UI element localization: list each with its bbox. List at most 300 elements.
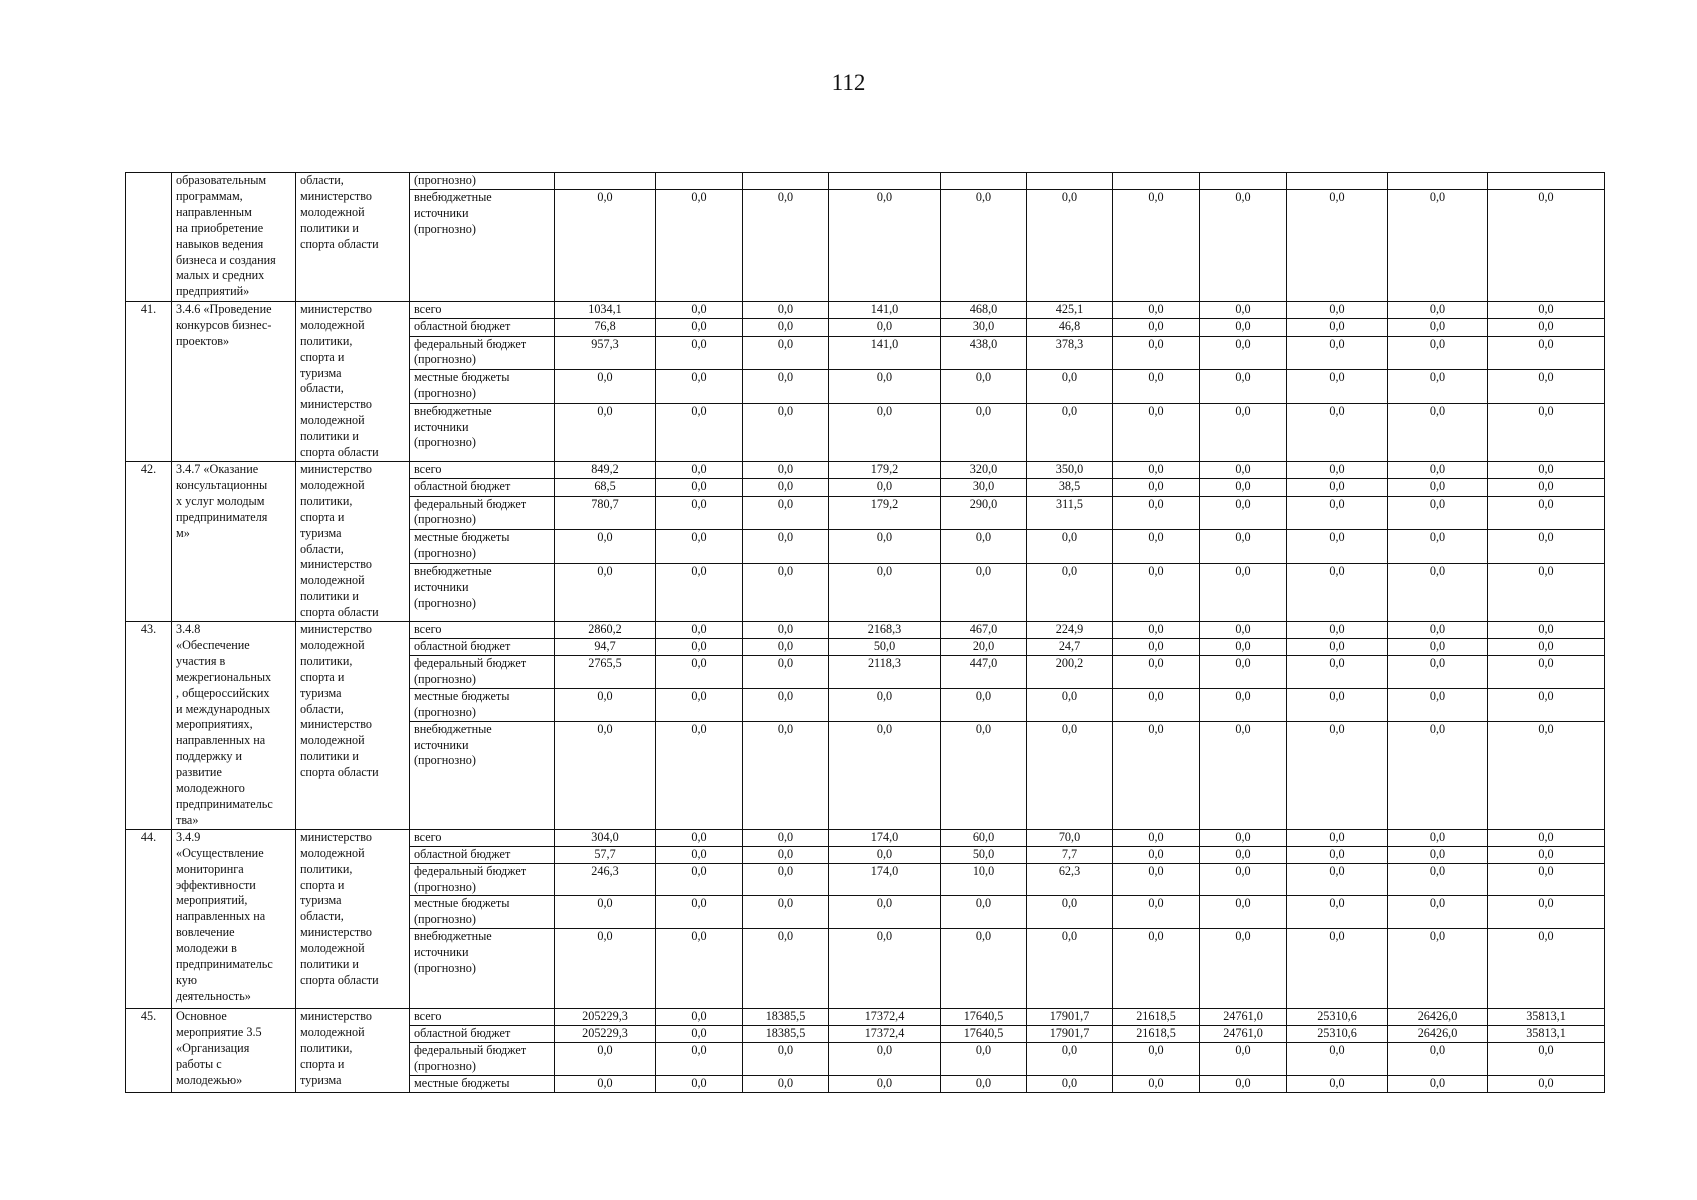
source-label: областной бюджет [414,846,511,861]
source-label: (прогнозно) [414,352,476,367]
value-cell: 0,0 [1388,530,1488,564]
value-cell: 0,0 [1200,370,1287,404]
value-cell: 0,0 [656,336,743,370]
value-cell: 0,0 [829,688,941,721]
value-cell: 0,0 [1388,301,1488,318]
value-cell: 94,7 [555,638,656,655]
value-cell: 0,0 [743,688,829,721]
value-cell: 50,0 [941,846,1027,863]
table-row [126,301,1605,318]
value-cell: 0,0 [1388,896,1488,929]
value-cell: 780,7 [555,496,656,530]
value-cell: 0,0 [1388,688,1488,721]
source-label: источники [414,945,469,960]
source-cell [410,370,555,404]
value-cell: 0,0 [1200,638,1287,655]
value-cell: 0,0 [941,896,1027,929]
measure-name-line: «Осуществление [176,845,264,860]
value-cell [743,173,829,190]
value-cell: 0,0 [656,461,743,478]
value-cell [1287,173,1388,190]
value-cell: 17372,4 [829,1026,941,1043]
value-cell: 0,0 [1388,563,1488,621]
executor-line: туризма [300,685,342,700]
value-cell: 35813,1 [1488,1009,1605,1026]
executor-line: министерство [300,829,373,844]
source-label: местные бюджеты [414,896,510,911]
source-label: всего [414,1009,442,1024]
value-cell: 179,2 [829,496,941,530]
value-cell: 2765,5 [555,655,656,688]
value-cell: 0,0 [1287,461,1388,478]
table-row [126,622,1605,639]
value-cell: 0,0 [1027,563,1113,621]
value-cell: 0,0 [656,1075,743,1092]
value-cell: 0,0 [1388,655,1488,688]
value-cell: 0,0 [1200,336,1287,370]
source-label: всего [414,301,442,316]
measure-name-line: предпринимателя [176,509,268,524]
value-cell: 0,0 [656,896,743,929]
value-cell: 0,0 [941,403,1027,461]
executor-line: политики и [300,957,359,972]
value-cell: 1034,1 [555,301,656,318]
value-cell: 174,0 [829,829,941,846]
executor-line: политики, [300,1041,353,1056]
value-cell: 0,0 [656,563,743,621]
value-cell: 0,0 [743,846,829,863]
source-label: местные бюджеты [414,370,510,385]
measure-name-line: направленных на [176,733,266,748]
executor-line: туризма [300,893,342,908]
value-cell: 0,0 [1287,319,1388,336]
value-cell: 378,3 [1027,336,1113,370]
value-cell: 0,0 [743,370,829,404]
executor-line: спорта и [300,669,345,684]
source-label: федеральный бюджет [414,655,527,670]
value-cell: 0,0 [829,896,941,929]
executor-line: министерство [300,1009,373,1024]
value-cell: 0,0 [555,189,656,301]
value-cell: 0,0 [1287,655,1388,688]
source-cell [410,1043,555,1076]
executor-line: министерство [300,557,373,572]
value-cell: 0,0 [1113,622,1200,639]
measure-name-line: 3.4.9 [176,829,201,844]
measure-name-line: мероприятиях, [176,717,253,732]
value-cell: 0,0 [829,319,941,336]
executor-line: области, [300,173,344,187]
value-cell: 0,0 [1488,530,1605,564]
value-cell: 0,0 [743,622,829,639]
value-cell: 0,0 [743,319,829,336]
measure-name-line: мероприятие 3.5 [176,1025,262,1040]
value-cell: 0,0 [1027,1075,1113,1092]
source-cell [410,829,555,846]
value-cell: 0,0 [743,929,829,1009]
value-cell: 0,0 [656,655,743,688]
measure-name-line: проектов» [176,333,230,348]
value-cell: 0,0 [1388,638,1488,655]
page-number: 112 [831,70,866,95]
measure-name-line: «Обеспечение [176,637,250,652]
source-label: (прогнозно) [414,879,476,894]
value-cell: 0,0 [1113,1043,1200,1076]
value-cell: 0,0 [1200,1043,1287,1076]
value-cell: 0,0 [941,688,1027,721]
row-number-cell: 42. [126,461,172,621]
value-cell: 0,0 [1113,301,1200,318]
value-cell: 0,0 [1388,370,1488,404]
value-cell: 0,0 [743,721,829,829]
row-number-cell: 41. [126,301,172,461]
value-cell: 205229,3 [555,1009,656,1026]
value-cell: 60,0 [941,829,1027,846]
value-cell: 0,0 [555,688,656,721]
value-cell: 0,0 [743,189,829,301]
value-cell: 304,0 [555,829,656,846]
value-cell: 0,0 [1200,189,1287,301]
value-cell: 2168,3 [829,622,941,639]
value-cell: 0,0 [1113,896,1200,929]
source-cell [410,301,555,318]
value-cell: 0,0 [1287,189,1388,301]
source-label: источники [414,205,469,220]
table-row [126,173,1605,190]
value-cell: 0,0 [941,929,1027,1009]
source-label: (прогнозно) [414,704,476,719]
source-cell [410,929,555,1009]
source-label: (прогнозно) [414,1058,476,1073]
measure-name-line: молодежи в [176,941,237,956]
value-cell: 0,0 [1113,638,1200,655]
value-cell: 0,0 [1113,829,1200,846]
source-label: внебюджетные [414,721,492,736]
value-cell: 0,0 [1388,336,1488,370]
value-cell: 0,0 [555,896,656,929]
value-cell: 425,1 [1027,301,1113,318]
value-cell: 0,0 [1027,189,1113,301]
value-cell: 0,0 [1113,721,1200,829]
value-cell: 0,0 [1388,1075,1488,1092]
value-cell: 0,0 [743,1075,829,1092]
value-cell [1113,173,1200,190]
value-cell: 0,0 [1287,496,1388,530]
value-cell: 2118,3 [829,655,941,688]
executor-line: политики и [300,749,359,764]
value-cell: 0,0 [1287,479,1388,496]
value-cell: 205229,3 [555,1026,656,1043]
value-cell: 0,0 [656,319,743,336]
value-cell: 0,0 [1488,479,1605,496]
value-cell: 0,0 [1287,863,1388,896]
source-cell [410,655,555,688]
value-cell: 0,0 [1113,461,1200,478]
value-cell: 0,0 [941,563,1027,621]
value-cell: 0,0 [1113,846,1200,863]
measure-name-line: участия в [176,653,226,668]
measure-name-line: программам, [176,188,243,203]
value-cell [829,173,941,190]
executor-line: молодежной [300,477,365,492]
value-cell: 7,7 [1027,846,1113,863]
measure-name-cell [172,622,296,830]
value-cell: 0,0 [941,721,1027,829]
value-cell: 200,2 [1027,655,1113,688]
value-cell: 18385,5 [743,1026,829,1043]
value-cell: 0,0 [555,370,656,404]
value-cell: 0,0 [1200,479,1287,496]
value-cell: 0,0 [1200,530,1287,564]
value-cell: 290,0 [941,496,1027,530]
source-label: (прогнозно) [414,221,476,236]
value-cell: 35813,1 [1488,1026,1605,1043]
value-cell: 141,0 [829,336,941,370]
value-cell: 17901,7 [1027,1009,1113,1026]
source-cell [410,1009,555,1026]
value-cell: 0,0 [1027,530,1113,564]
source-label: (прогнозно) [414,435,476,450]
value-cell: 0,0 [1200,301,1287,318]
value-cell: 0,0 [1488,563,1605,621]
value-cell: 0,0 [1200,1075,1287,1092]
measure-name-line: консультационны [176,477,268,492]
source-cell [410,1026,555,1043]
value-cell: 0,0 [1287,301,1388,318]
value-cell: 0,0 [1488,370,1605,404]
value-cell: 62,3 [1027,863,1113,896]
source-label: федеральный бюджет [414,1043,527,1058]
measure-name-line: молодежного [176,781,245,796]
value-cell: 30,0 [941,319,1027,336]
executor-line: министерство [300,717,373,732]
value-cell: 0,0 [1113,688,1200,721]
value-cell: 447,0 [941,655,1027,688]
measure-name-cell [172,829,296,1008]
executor-line: политики и [300,429,359,444]
executor-line: политики, [300,861,353,876]
measure-name-line: 3.4.8 [176,622,201,637]
value-cell: 849,2 [555,461,656,478]
value-cell: 0,0 [656,1043,743,1076]
value-cell: 0,0 [941,530,1027,564]
value-cell: 0,0 [1488,319,1605,336]
executor-cell [296,461,410,621]
value-cell: 26426,0 [1388,1026,1488,1043]
value-cell: 0,0 [1388,1043,1488,1076]
source-label: (прогнозно) [414,385,476,400]
value-cell: 18385,5 [743,1009,829,1026]
value-cell: 311,5 [1027,496,1113,530]
value-cell [555,173,656,190]
value-cell: 0,0 [1113,189,1200,301]
value-cell: 0,0 [743,479,829,496]
value-cell: 17640,5 [941,1026,1027,1043]
value-cell: 0,0 [656,846,743,863]
source-label: областной бюджет [414,319,511,334]
value-cell: 0,0 [1200,863,1287,896]
value-cell: 0,0 [1287,638,1388,655]
value-cell: 70,0 [1027,829,1113,846]
value-cell: 0,0 [1488,829,1605,846]
value-cell [1200,173,1287,190]
value-cell: 246,3 [555,863,656,896]
value-cell: 0,0 [829,929,941,1009]
value-cell [1388,173,1488,190]
value-cell: 0,0 [1200,403,1287,461]
value-cell: 0,0 [1200,929,1287,1009]
executor-line: спорта и [300,349,345,364]
value-cell: 0,0 [1488,721,1605,829]
source-cell [410,563,555,621]
value-cell: 0,0 [555,403,656,461]
value-cell: 0,0 [555,1043,656,1076]
value-cell: 0,0 [1388,929,1488,1009]
value-cell: 50,0 [829,638,941,655]
value-cell: 0,0 [1388,829,1488,846]
source-cell [410,846,555,863]
value-cell: 0,0 [656,1009,743,1026]
executor-line: министерство [300,397,373,412]
executor-cell [296,622,410,830]
source-label: всего [414,461,442,476]
value-cell: 38,5 [1027,479,1113,496]
value-cell: 0,0 [1488,403,1605,461]
measure-name-line: деятельность» [176,988,251,1003]
executor-line: области, [300,541,344,556]
value-cell: 30,0 [941,479,1027,496]
value-cell: 0,0 [1488,189,1605,301]
value-cell: 0,0 [1287,688,1388,721]
measure-name-line: на приобретение [176,220,264,235]
source-cell [410,173,555,190]
value-cell: 46,8 [1027,319,1113,336]
value-cell: 0,0 [1287,896,1388,929]
value-cell: 0,0 [1488,846,1605,863]
source-cell [410,1075,555,1092]
source-cell [410,319,555,336]
value-cell: 0,0 [743,403,829,461]
source-label: (прогнозно) [414,671,476,686]
measure-name-line: Основное [176,1009,227,1024]
value-cell: 0,0 [1113,655,1200,688]
value-cell: 2860,2 [555,622,656,639]
measure-name-line: навыков ведения [176,236,264,251]
measure-name-line: и международных [176,701,271,716]
value-cell: 0,0 [1113,563,1200,621]
value-cell: 21618,5 [1113,1009,1200,1026]
value-cell: 0,0 [1287,721,1388,829]
value-cell: 0,0 [941,1043,1027,1076]
value-cell: 0,0 [1027,929,1113,1009]
measure-name-line: предпринимательс [176,957,273,972]
value-cell: 0,0 [1287,1043,1388,1076]
value-cell: 0,0 [829,1043,941,1076]
value-cell: 0,0 [656,496,743,530]
value-cell: 0,0 [1027,370,1113,404]
value-cell: 0,0 [743,336,829,370]
executor-line: туризма [300,365,342,380]
value-cell: 0,0 [1488,655,1605,688]
row-number-cell [126,173,172,302]
value-cell: 0,0 [656,829,743,846]
value-cell: 224,9 [1027,622,1113,639]
source-cell [410,189,555,301]
source-label: (прогнозно) [414,173,476,187]
source-label: областной бюджет [414,1026,511,1041]
executor-line: области, [300,701,344,716]
source-label: всего [414,829,442,844]
value-cell: 0,0 [1200,721,1287,829]
value-cell: 0,0 [656,929,743,1009]
value-cell: 24761,0 [1200,1026,1287,1043]
measure-name-cell [172,461,296,621]
executor-line: спорта области [300,445,379,460]
measure-name-line: предприятий» [176,284,250,299]
value-cell: 0,0 [1287,622,1388,639]
value-cell: 0,0 [1200,896,1287,929]
value-cell: 0,0 [1287,336,1388,370]
value-cell: 0,0 [743,461,829,478]
executor-line: молодежной [300,1025,365,1040]
value-cell: 0,0 [743,896,829,929]
executor-line: молодежной [300,637,365,652]
source-cell [410,638,555,655]
value-cell: 0,0 [1113,929,1200,1009]
source-cell [410,336,555,370]
executor-line: молодежной [300,733,365,748]
value-cell: 0,0 [1488,301,1605,318]
measure-name-line: кую [176,972,197,987]
source-cell [410,622,555,639]
source-cell [410,863,555,896]
measure-name-line: 3.4.6 «Проведение [176,301,272,316]
value-cell: 0,0 [1200,563,1287,621]
source-label: местные бюджеты [414,688,510,703]
measure-name-line: поддержку и [176,749,243,764]
value-cell: 0,0 [656,863,743,896]
source-label: (прогнозно) [414,753,476,768]
value-cell: 0,0 [1287,563,1388,621]
source-label: областной бюджет [414,479,511,494]
value-cell: 0,0 [829,563,941,621]
executor-line: молодежной [300,413,365,428]
value-cell: 0,0 [1200,461,1287,478]
value-cell: 438,0 [941,336,1027,370]
measure-name-cell [172,301,296,461]
executor-line: министерство [300,301,373,316]
measure-name-cell [172,173,296,302]
value-cell: 0,0 [1287,530,1388,564]
value-cell: 0,0 [1113,319,1200,336]
value-cell: 0,0 [656,721,743,829]
executor-line: области, [300,381,344,396]
source-label: местные бюджеты [414,1075,510,1090]
measure-name-line: «Организация [176,1041,250,1056]
measure-name-line: направленным [176,204,252,219]
value-cell: 0,0 [656,688,743,721]
value-cell: 0,0 [1287,929,1388,1009]
source-label: внебюджетные [414,403,492,418]
executor-cell [296,829,410,1008]
value-cell [941,173,1027,190]
table-row [126,461,1605,478]
value-cell: 0,0 [1287,370,1388,404]
table-row [126,829,1605,846]
value-cell [1488,173,1605,190]
measure-name-line: тва» [176,812,199,827]
value-cell: 0,0 [555,563,656,621]
